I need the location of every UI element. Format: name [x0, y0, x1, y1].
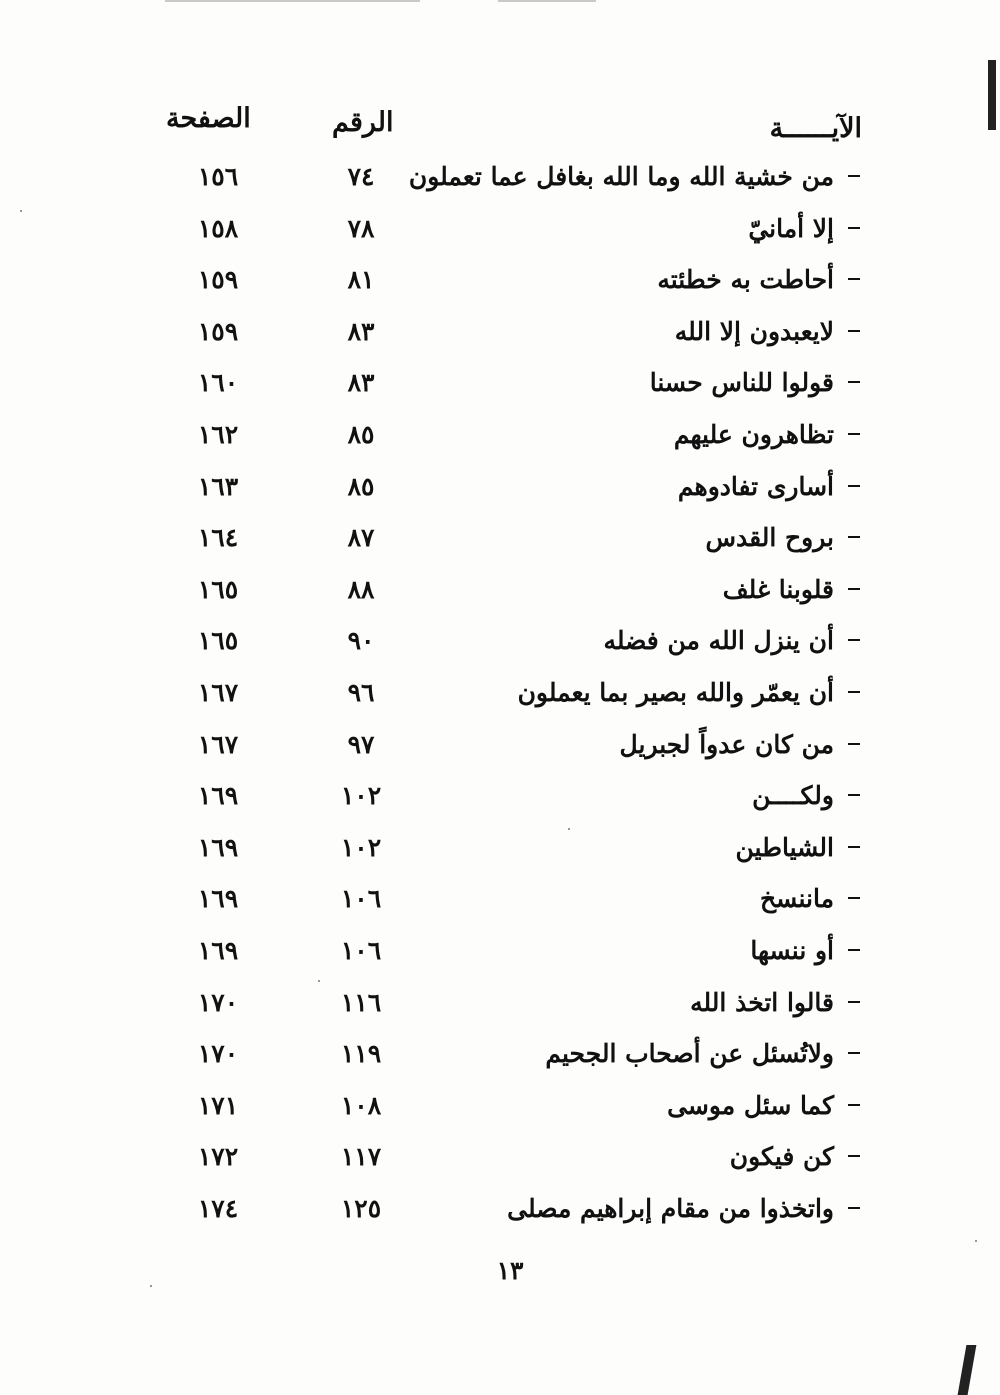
ayah-text: من خشية الله وما الله بغافل عما تعملون — [408, 162, 834, 191]
table-header — [0, 103, 1000, 153]
table-row — [0, 827, 1000, 879]
dash-bullet — [848, 588, 860, 590]
dash-bullet — [848, 1207, 860, 1209]
ayah-cell — [748, 214, 860, 243]
page-number: ١٧١ — [197, 1090, 239, 1120]
ayah-number: ١١٩ — [340, 1039, 382, 1069]
ayah-cell — [730, 1142, 860, 1171]
dash-bullet — [848, 639, 860, 641]
page-number: ١٦٧ — [197, 677, 239, 707]
table-row — [0, 208, 1000, 260]
ayah-cell — [518, 678, 860, 707]
ayah-text: إلا أمانيّ — [748, 213, 834, 243]
ayah-number: ١١٦ — [340, 987, 382, 1017]
footer-page-number: ١٣ — [496, 1256, 524, 1285]
ayah-text: ماننسخ — [760, 884, 834, 914]
ayah-cell — [507, 1194, 860, 1223]
ayah-cell — [620, 730, 860, 759]
ayah-number: ١٠٨ — [340, 1090, 382, 1120]
ayah-cell — [675, 317, 860, 346]
ayah-text: ولكــــن — [752, 781, 834, 811]
dash-bullet — [848, 536, 860, 538]
ayah-cell — [750, 936, 860, 965]
ayah-text: لايعبدون إلا الله — [674, 316, 834, 346]
ayah-number: ١٠٦ — [340, 935, 382, 965]
ayah-cell — [657, 265, 860, 294]
scan-speck — [150, 1285, 152, 1287]
table-row — [0, 517, 1000, 569]
page-number: ١٦٠ — [197, 368, 239, 398]
ayah-text: الشياطين — [735, 832, 834, 862]
ayah-number: ٨٣ — [347, 368, 375, 398]
page-number: ١٥٩ — [197, 265, 239, 295]
dash-bullet — [848, 846, 860, 848]
table-row — [0, 1188, 1000, 1240]
ayah-cell — [650, 368, 860, 397]
ayah-text: من كان عدواً لجبريل — [619, 729, 834, 759]
dash-bullet — [848, 227, 860, 229]
ayah-number: ٨١ — [347, 265, 375, 295]
ayah-number: ٧٨ — [347, 213, 375, 243]
ayah-cell — [674, 420, 860, 449]
dash-bullet — [848, 949, 860, 951]
ayah-text: قولوا للناس حسنا — [649, 368, 834, 398]
table-row — [0, 466, 1000, 518]
dash-bullet — [848, 794, 860, 796]
table-row — [0, 878, 1000, 930]
table-row — [0, 982, 1000, 1034]
page-number: ١٥٦ — [197, 162, 239, 191]
dash-bullet — [848, 1104, 860, 1106]
dash-bullet — [848, 1155, 860, 1157]
ayah-cell — [690, 988, 860, 1017]
page-number: ١٦٩ — [197, 884, 239, 914]
dash-bullet — [848, 381, 860, 383]
ayah-number: ٨٨ — [347, 574, 375, 604]
table-row — [0, 1085, 1000, 1137]
header-ayah: الآيــــــة — [769, 113, 862, 144]
scan-rule-left — [165, 0, 420, 2]
ayah-number: ٨٥ — [347, 471, 375, 501]
ayah-text: أحاطت به خطئته — [657, 265, 834, 295]
page-number: ١٦٥ — [197, 574, 239, 604]
table-row — [0, 724, 1000, 776]
page-number: ١٧٠ — [197, 1039, 239, 1069]
ayah-number: ٨٣ — [347, 316, 375, 346]
table-row — [0, 672, 1000, 724]
dash-bullet — [848, 1052, 860, 1054]
ayah-text: كما سئل موسى — [667, 1090, 834, 1120]
dash-bullet — [848, 330, 860, 332]
ayah-cell — [752, 781, 860, 810]
page-number: ١٦٧ — [197, 729, 239, 759]
table-row — [0, 930, 1000, 982]
ayah-text: أسارى تفادوهم — [677, 471, 834, 501]
page-number: ١٧٠ — [197, 987, 239, 1017]
header-page: الصفحة — [166, 103, 251, 134]
header-number: الرقم — [332, 107, 394, 138]
page-number: ١٧٤ — [197, 1193, 239, 1223]
ayah-cell — [678, 472, 860, 501]
table-row — [0, 1136, 1000, 1188]
dash-bullet — [848, 278, 860, 280]
ayah-text: أو ننسها — [750, 935, 834, 965]
ayah-number: ١٠٢ — [340, 781, 382, 811]
ayah-text: قالوا اتخذ الله — [690, 987, 834, 1017]
page-number: ١٦٣ — [197, 471, 239, 501]
ayah-text: تظاهرون عليهم — [673, 419, 834, 449]
page-number: ١٦٥ — [197, 626, 239, 656]
table-row — [0, 259, 1000, 311]
page-number: ١٧٢ — [197, 1142, 239, 1172]
ayah-number: ٩٧ — [347, 729, 375, 759]
index-table — [0, 156, 1000, 1239]
page-number: ١٦٩ — [197, 832, 239, 862]
ayah-text: أن يعمّر والله بصير بما يعملون — [517, 677, 834, 707]
ayah-number: ٨٥ — [347, 419, 375, 449]
dash-bullet — [848, 1001, 860, 1003]
ayah-number: ٨٧ — [347, 523, 375, 553]
ayah-text: واتخذوا من مقام إبراهيم مصلى — [507, 1193, 834, 1223]
ayah-number: ١١٧ — [340, 1142, 382, 1172]
ayah-number: ١٠٢ — [340, 832, 382, 862]
table-row — [0, 775, 1000, 827]
dash-bullet — [848, 485, 860, 487]
scan-edge-bottom-right — [958, 1345, 977, 1395]
scan-speck — [975, 1240, 977, 1242]
ayah-cell — [705, 523, 860, 552]
ayah-number: ١٠٦ — [340, 884, 382, 914]
ayah-text: كن فيكون — [729, 1142, 834, 1172]
scan-rule-right — [498, 0, 596, 2]
page-number: ١٦٩ — [197, 781, 239, 811]
ayah-number: ٩٦ — [347, 677, 375, 707]
dash-bullet — [848, 743, 860, 745]
table-row — [0, 1033, 1000, 1085]
ayah-number: ١٢٥ — [340, 1193, 382, 1223]
table-row — [0, 620, 1000, 672]
table-row — [0, 156, 1000, 208]
ayah-text: أن ينزل الله من فضله — [603, 626, 834, 656]
page-number: ١٦٩ — [197, 935, 239, 965]
ayah-number: ٩٠ — [347, 626, 375, 656]
page-number: ١٥٨ — [197, 213, 239, 243]
table-row — [0, 569, 1000, 621]
page-number: ١٦٤ — [197, 523, 239, 553]
dash-bullet — [848, 897, 860, 899]
table-row — [0, 414, 1000, 466]
page-number: ١٦٢ — [197, 419, 239, 449]
table-row — [0, 311, 1000, 363]
ayah-text: بروح القدس — [705, 523, 834, 553]
ayah-text: ولاتُسئل عن أصحاب الجحيم — [545, 1039, 834, 1069]
ayah-cell — [723, 575, 860, 604]
ayah-cell — [603, 626, 860, 655]
ayah-cell — [409, 162, 860, 191]
dash-bullet — [848, 691, 860, 693]
ayah-cell — [545, 1039, 860, 1068]
dash-bullet — [848, 433, 860, 435]
ayah-text: قلوبنا غلف — [722, 574, 834, 604]
dash-bullet — [848, 175, 860, 177]
page-number: ١٥٩ — [197, 316, 239, 346]
table-row — [0, 362, 1000, 414]
ayah-cell — [667, 1091, 860, 1120]
ayah-number: ٧٤ — [347, 162, 375, 191]
ayah-cell — [736, 833, 861, 862]
ayah-cell — [760, 884, 860, 913]
